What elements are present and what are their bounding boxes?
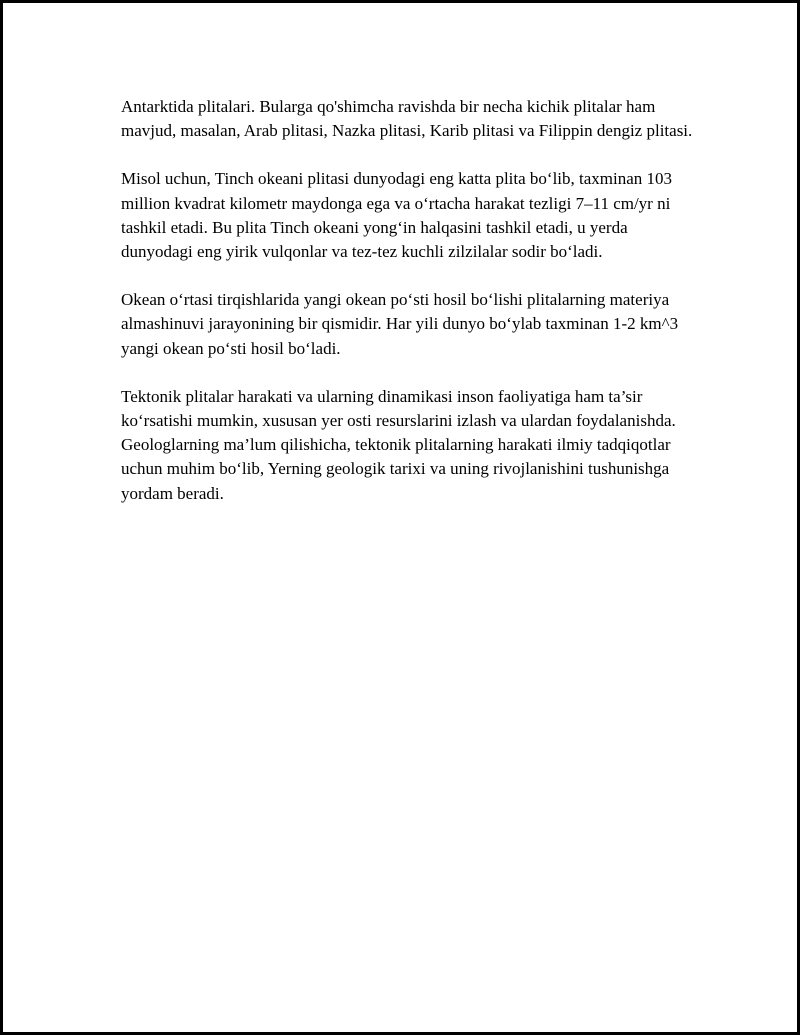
paragraph: Tektonik plitalar harakati va ularning dinamikasi inson faoliyatiga ham ta’sir ko‘rsatishi mumkin, xususan yer osti resurslarini izlash va ulardan foydalanishda. Geologlarning ma’lum qilishicha, tektonik plitalarning harakati ilmiy tadqiqotlar uchun muhim bo‘lib, Yerning geologik tarixi va uning rivojlanishini tushunishga yordam beradi. [121, 386, 676, 503]
paragraph: Antarktida plitalari. Bularga qo'shimcha ravishda bir necha kichik plitalar ham mavjud, masalan, Arab plitasi, Nazka plitasi, Karib plitasi va Filippin dengiz plitasi. [121, 97, 693, 141]
paragraph: Misol uchun, Tinch okeani plitasi dunyodagi eng katta plita bo‘lib, taxminan 103 million kvadrat kilometr maydonga ega va o‘rtacha harakat tezligi 7–11 cm/yr ni tashkil etadi. Bu plita Tinch okeani yong‘in halqasini tashkil etadi, u yerda dunyodagi eng yirik vulqonlar va tez-tez kuchli zilzilalar sodir bo‘ladi. [121, 169, 673, 262]
document-body [121, 95, 701, 530]
paragraph: Okean o‘rtasi tirqishlarida yangi okean po‘sti hosil bo‘lishi plitalarning materiya almashinuvi jarayonining bir qismidir. Har yili dunyo bo‘ylab taxminan 1-2 km^3 yangi okean po‘sti hosil bo‘ladi. [121, 290, 679, 358]
